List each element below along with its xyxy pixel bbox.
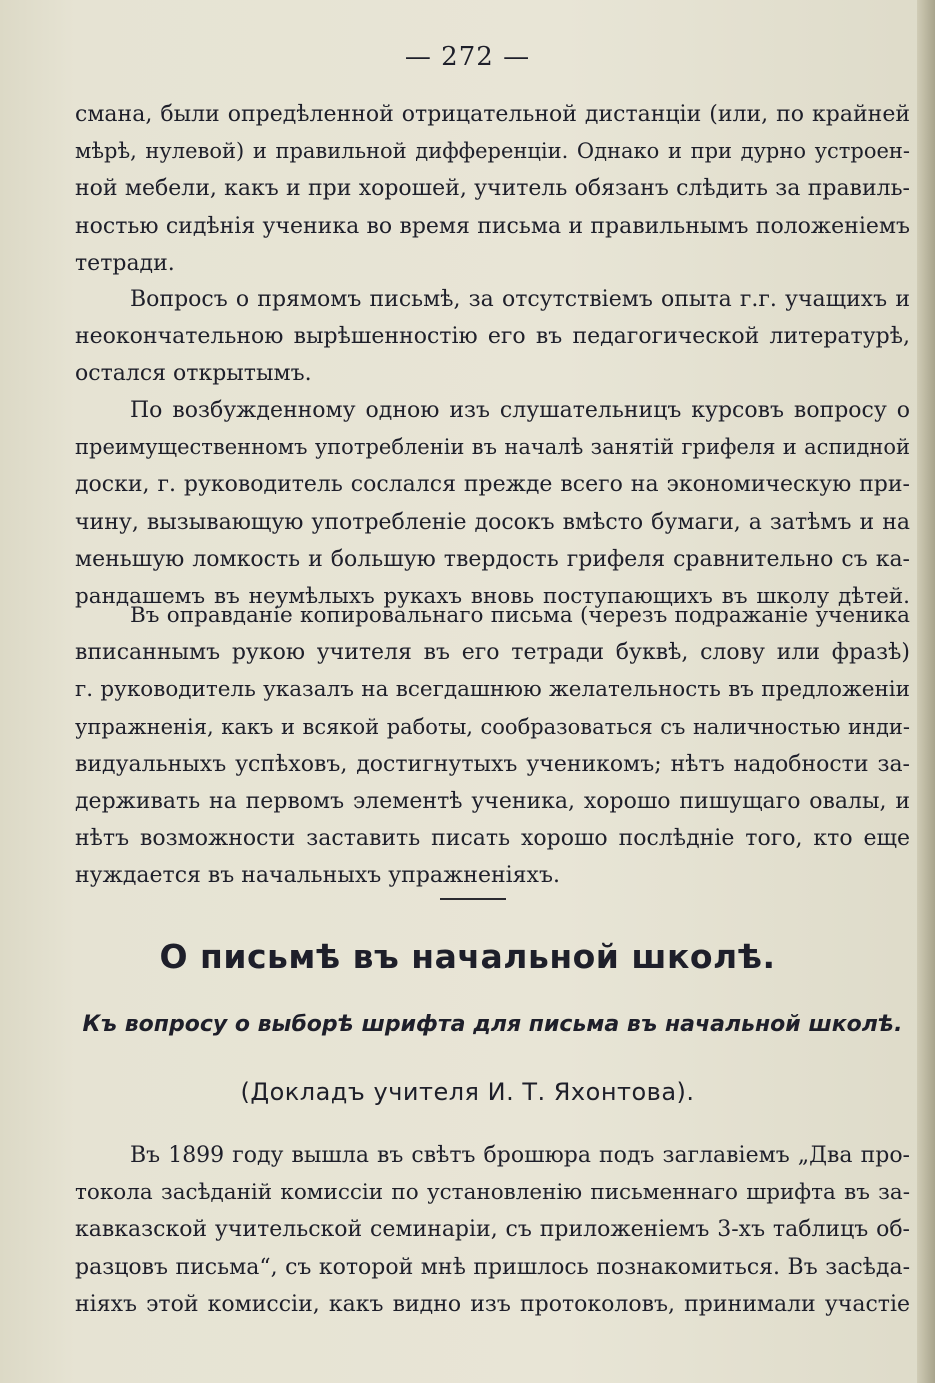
- text-line: остался открытымъ.: [75, 361, 312, 387]
- text-line: ніяхъ этой комиссіи, какъ видно изъ протоколовъ, принимали участіе: [75, 1291, 910, 1317]
- text-line: рандашемъ въ неумѣлыхъ рукахъ вновь поступающихъ въ школу дѣтей.: [75, 583, 910, 609]
- section-byline: (Докладъ учителя И. Т. Яхонтова).: [240, 1078, 695, 1106]
- text-line: видуальныхъ успѣховъ, достигнутыхъ ученикомъ; нѣтъ надобности за-: [75, 751, 910, 777]
- paragraph-4: [75, 597, 910, 895]
- text-line: неокончательною вырѣшенностію его въ педагогической литературѣ,: [75, 324, 910, 350]
- text-line: тетради.: [75, 250, 175, 276]
- text-line: мѣрѣ, нулевой) и правильной дифференціи. Однако и при дурно устроен-: [75, 139, 910, 164]
- page-number: — 272 —: [404, 42, 531, 72]
- text-line: ной мебели, какъ и при хорошей, учитель обязанъ слѣдить за правиль-: [75, 176, 910, 202]
- text-line: упражненія, какъ и всякой работы, сообразоваться съ наличностью инди-: [75, 714, 910, 739]
- text-line: меньшую ломкость и большую твердость грифеля сравнительно съ ка-: [75, 546, 910, 572]
- text-line: доски, г. руководитель сослался прежде всего на экономическую при-: [75, 472, 910, 498]
- paragraph-1: [75, 96, 910, 282]
- text-line: держивать на первомъ элементѣ ученика, хорошо пишущаго овалы, и: [75, 788, 910, 814]
- text-line: нѣтъ возможности заставить писать хорошо послѣдніе того, кто еще: [75, 826, 910, 852]
- text-line: вписаннымъ рукою учителя въ его тетради буквѣ, слову или фразѣ): [75, 640, 910, 666]
- page-edge: [917, 0, 935, 1383]
- paragraph-3: [75, 392, 910, 615]
- text-line: смана, были опредѣленной отрицательной дистанціи (или, по крайней: [75, 102, 910, 127]
- text-line: Въ оправданіе копировальнаго письма (черезъ подражаніе ученика: [130, 603, 910, 628]
- text-line: разцовъ письма“, съ которой мнѣ пришлось познакомиться. Въ засѣда-: [75, 1254, 910, 1280]
- section-divider: [440, 898, 506, 900]
- text-line: Вопросъ о прямомъ письмѣ, за отсутствіемъ опыта г.г. учащихъ и: [130, 287, 910, 312]
- text-line: По возбужденному одною изъ слушательницъ курсовъ вопросу о: [130, 398, 910, 423]
- text-line: нуждается въ начальныхъ упражненіяхъ.: [75, 863, 560, 889]
- text-line: токола засѣданій комиссіи по установленію письменнаго шрифта въ за-: [75, 1180, 910, 1206]
- text-line: чину, вызывающую употребленіе досокъ вмѣсто бумаги, а затѣмъ и на: [75, 509, 910, 535]
- section-title: О письмѣ въ начальной школѣ.: [159, 937, 776, 976]
- paragraph-2: [75, 281, 910, 393]
- text-line: Въ 1899 году вышла въ свѣтъ брошюра подъ заглавіемъ „Два про-: [130, 1143, 910, 1168]
- section-subtitle: Къ вопросу о выборѣ шрифта для письма въ начальной школѣ.: [82, 1012, 903, 1037]
- text-line: кавказской учительской семинаріи, съ приложеніемъ 3-хъ таблицъ об-: [75, 1217, 910, 1243]
- text-line: г. руководитель указалъ на всегдашнюю желательность въ предложеніи: [75, 677, 910, 703]
- text-line: ностью сидѣнія ученика во время письма и правильнымъ положеніемъ: [75, 213, 910, 239]
- paragraph-5: [75, 1137, 910, 1323]
- text-line: преимущественномъ употребленіи въ началѣ занятій грифеля и аспидной: [75, 435, 910, 460]
